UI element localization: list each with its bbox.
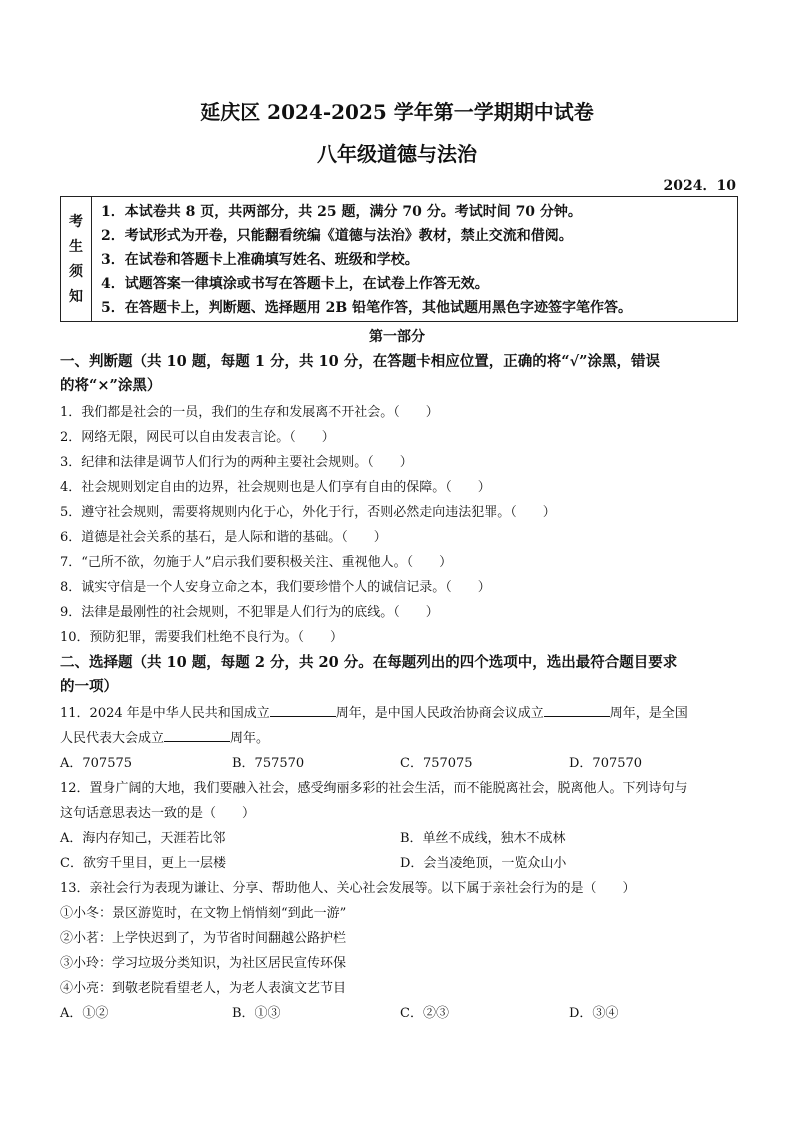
question-12-stem: 12．置身广阔的大地，我们要融入社会，感受绚丽多彩的社会生活，而不能脱离社会，脱离他人。下列诗句与 <box>60 781 688 796</box>
question-13-option-c: C．②③ <box>400 1006 449 1021</box>
judge-section-heading-cont: 的将“×”涂黑） <box>60 377 162 394</box>
question-11-text: 人民代表大会成立 <box>60 731 165 746</box>
notice-item: 4．试题答案一律填涂或书写在答题卡上，在试卷上作答无效。 <box>101 276 489 292</box>
question-12-option-d: D．会当凌绝顶，一览众山小 <box>400 856 567 871</box>
question-11-option-b: B．757570 <box>232 756 305 771</box>
question-13-statement: ②小茗：上学快迟到了，为节省时间翻越公路护栏 <box>60 931 347 946</box>
judge-question: 4．社会规则划定自由的边界，社会规则也是人们享有自由的保障。（ ） <box>60 480 491 495</box>
question-11-option-d: D．707570 <box>569 756 643 771</box>
answer-blank <box>270 704 336 717</box>
question-12-option-b: B．单丝不成线，独木不成林 <box>400 831 566 846</box>
question-11-option-a: A．707575 <box>60 756 133 771</box>
question-11-stem <box>60 702 688 721</box>
question-11-text: 周年。 <box>230 731 270 746</box>
judge-question: 1．我们都是社会的一员，我们的生存和发展离不开社会。（ ） <box>60 405 439 420</box>
judge-question: 3．纪律和法律是调节人们行为的两种主要社会规则。（ ） <box>60 455 413 470</box>
notice-item: 2．考试形式为开卷，只能翻看统编《道德与法治》教材，禁止交流和借阅。 <box>101 228 573 244</box>
judge-question: 2．网络无限，网民可以自由发表言论。（ ） <box>60 430 335 445</box>
answer-blank <box>544 704 610 717</box>
question-13-option-d: D．③④ <box>569 1006 619 1021</box>
question-13-option-b: B．①③ <box>232 1006 281 1021</box>
question-11-text: 11．2024 年是中华人民共和国成立 <box>60 706 270 721</box>
part-one-title: 第一部分 <box>369 329 425 345</box>
question-12-option-c: C．欲穷千里目，更上一层楼 <box>60 856 226 871</box>
choice-section-heading-cont: 的一项） <box>60 678 118 695</box>
notice-item: 5．在答题卡上，判断题、选择题用 2B 铅笔作答，其他试题用黑色字迹签字笔作答。 <box>101 300 633 316</box>
question-13-statement: ③小玲：学习垃圾分类知识，为社区居民宣传环保 <box>60 956 347 971</box>
notice-item: 1．本试卷共 8 页，共两部分，共 25 题，满分 70 分。考试时间 70 分钟。 <box>101 204 582 220</box>
choice-section-heading: 二、选择题（共 10 题，每题 2 分，共 20 分。在每题列出的四个选项中，选出最符合题目要求 <box>60 654 678 671</box>
question-13-statement: ①小冬：景区游览时，在文物上悄悄刻“到此一游” <box>60 906 347 921</box>
notice-heading-char: 生 <box>69 239 83 255</box>
judge-question: 5．遵守社会规则，需要将规则内化于心，外化于行，否则必然走向违法犯罪。（ ） <box>60 505 556 520</box>
notice-heading-char: 考 <box>69 214 83 230</box>
notice-item: 3．在试卷和答题卡上准确填写姓名、班级和学校。 <box>101 252 419 268</box>
judge-question: 7．“己所不欲，勿施于人”启示我们要积极关注、重视他人。（ ） <box>60 555 453 570</box>
exam-title: 延庆区 2024-2025 学年第一学期期中试卷 <box>200 100 594 124</box>
judge-question: 10．预防犯罪，需要我们杜绝不良行为。（ ） <box>60 630 344 645</box>
notice-heading-char: 知 <box>69 289 83 305</box>
question-13-statement: ④小亮：到敬老院看望老人，为老人表演文艺节目 <box>60 981 347 996</box>
judge-question: 8．诚实守信是一个人安身立命之本，我们要珍惜个人的诚信记录。（ ） <box>60 580 491 595</box>
judge-question: 9．法律是最刚性的社会规则，不犯罪是人们行为的底线。（ ） <box>60 605 439 620</box>
notice-heading-char: 须 <box>69 264 83 280</box>
answer-blank <box>164 729 230 742</box>
notice-heading <box>61 197 92 321</box>
exam-date: 2024．10 <box>663 178 736 194</box>
judge-question: 6．道德是社会关系的基石，是人际和谐的基础。（ ） <box>60 530 387 545</box>
question-11-text: 周年，是中国人民政治协商会议成立 <box>335 706 544 721</box>
question-13-option-a: A．①② <box>60 1006 109 1021</box>
question-11-option-c: C．757075 <box>400 756 473 771</box>
question-12-option-a: A．海内存知己，天涯若比邻 <box>60 831 226 846</box>
judge-section-heading: 一、判断题（共 10 题，每题 1 分，共 10 分，在答题卡相应位置，正确的将“√”涂黑，错误 <box>60 353 660 370</box>
question-11-stem-cont <box>60 727 269 746</box>
candidate-notice-box <box>60 196 738 322</box>
question-13-stem: 13．亲社会行为表现为谦让、分享、帮助他人、关心社会发展等。以下属于亲社会行为的是（ ） <box>60 881 636 896</box>
question-11-text: 周年，是全国 <box>609 706 688 721</box>
question-12-stem-cont: 这句话意思表达一致的是（ ） <box>60 806 256 821</box>
exam-subtitle: 八年级道德与法治 <box>317 142 477 166</box>
